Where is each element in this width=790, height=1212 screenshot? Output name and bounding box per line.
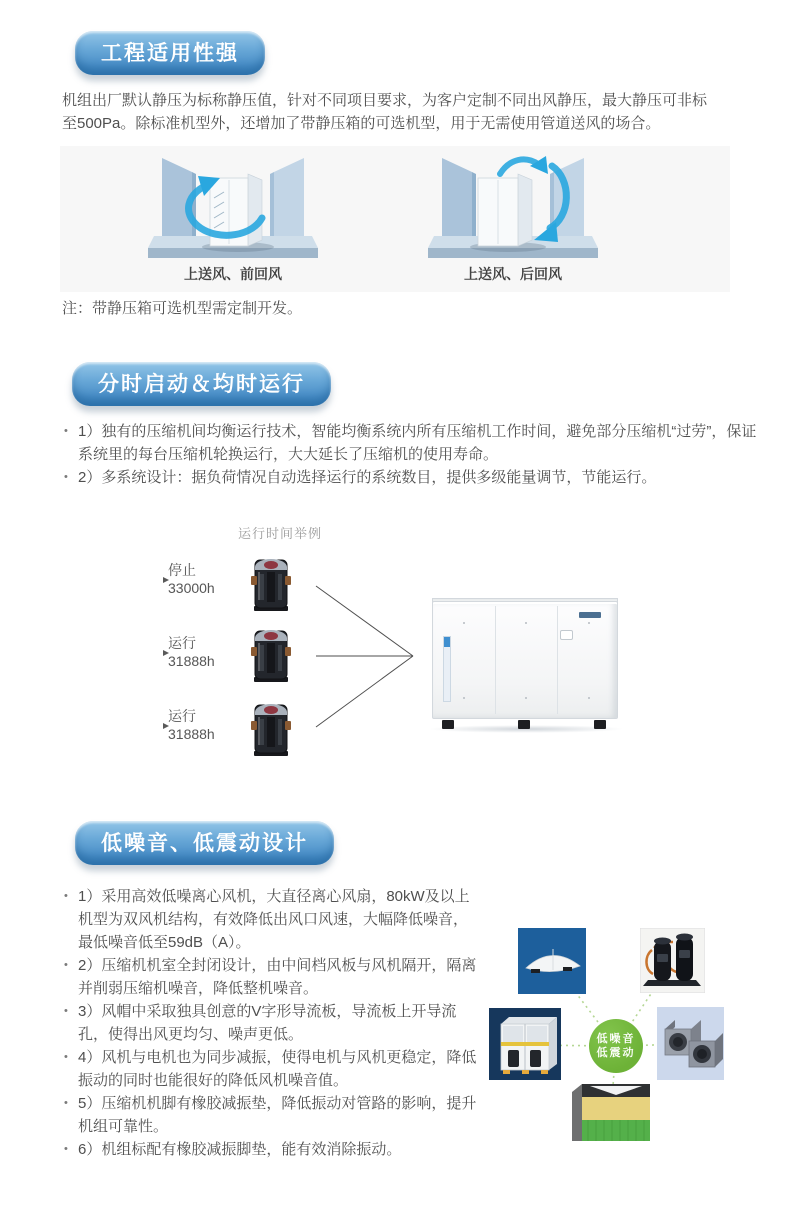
bullet-dot: • bbox=[64, 425, 68, 437]
unit-foot bbox=[594, 720, 606, 729]
compressor-icon bbox=[248, 552, 294, 612]
section-title: 低噪音、低震动设计 bbox=[101, 832, 308, 855]
badge-line: 低震动 bbox=[596, 1047, 636, 1059]
bullet-dot: • bbox=[64, 890, 68, 902]
bullet-text: 3）风帽中采取独具创意的V字形导流板，导流板上开导流孔，使得出风更均匀、噪声更低。 bbox=[78, 1003, 457, 1043]
screw-dot bbox=[525, 697, 527, 699]
run-state: 运行 bbox=[168, 635, 196, 651]
twin-compressor-photo bbox=[640, 928, 705, 998]
bullet-dot: • bbox=[64, 1051, 68, 1063]
list-item bbox=[62, 885, 480, 954]
unit-foot bbox=[442, 720, 454, 729]
unit-foot bbox=[518, 720, 530, 729]
compressor-icon bbox=[248, 697, 294, 757]
section1-note: 注：带静压箱可选机型需定制开发。 bbox=[62, 300, 303, 317]
section-title: 分时启动＆均时运行 bbox=[98, 373, 305, 396]
run-hours: 31888h bbox=[168, 726, 215, 742]
bullet-text: 4）风机与电机也为同步减振，使得电机与风机更稳定，降低振动的同时也能很好的降低风机噪音值。 bbox=[78, 1049, 477, 1089]
compressor-icon bbox=[248, 623, 294, 683]
run-hours: 33000h bbox=[168, 580, 215, 596]
screw-dot bbox=[588, 622, 590, 624]
panel-divider bbox=[495, 606, 496, 714]
section-title: 工程适用性强 bbox=[101, 42, 239, 65]
list-item bbox=[62, 954, 480, 1000]
paragraph-line: 机组出厂默认静压为标称静压值，针对不同项目要求，为客户定制不同出风静压，最大静压可非标 bbox=[62, 92, 708, 109]
diagram-title: 运行时间举例 bbox=[238, 526, 323, 541]
figure-top-supply-front-return bbox=[148, 152, 318, 292]
brand-logo bbox=[579, 612, 601, 618]
run-state: 运行 bbox=[168, 708, 196, 724]
bullet-dot: • bbox=[64, 959, 68, 971]
list-item bbox=[62, 1000, 480, 1046]
runtime-row-label bbox=[168, 706, 240, 742]
run-state: 停止 bbox=[168, 562, 196, 578]
paragraph-line: 至500Pa。除标准机型外，还增加了带静压箱的可选机型，用于无需使用管道送风的场合。 bbox=[62, 115, 661, 132]
bullet-text: 2）压缩机机室全封闭设计，由中间档风板与风机隔开，隔离并削弱压缩机噪音，降低整机噪音。 bbox=[78, 957, 477, 997]
section-badge-low-noise bbox=[75, 821, 334, 865]
screw-dot bbox=[463, 697, 465, 699]
control-panel bbox=[560, 630, 573, 640]
compressor-compartment-photo bbox=[489, 1008, 561, 1085]
figure-caption: 上送风、后回风 bbox=[464, 266, 562, 282]
list-item bbox=[62, 1046, 480, 1092]
bullet-dot: • bbox=[64, 1097, 68, 1109]
list-item bbox=[62, 466, 762, 489]
section2-bullets bbox=[62, 420, 762, 489]
screw-dot bbox=[525, 622, 527, 624]
brand-mark bbox=[444, 637, 450, 647]
panel-divider bbox=[557, 606, 558, 714]
list-item bbox=[62, 420, 762, 466]
screw-dot bbox=[588, 697, 590, 699]
bullet-dot: • bbox=[64, 1143, 68, 1155]
bullet-dot: • bbox=[64, 471, 68, 483]
runtime-row-label bbox=[168, 633, 240, 669]
bullet-text: 5）压缩机机脚有橡胶减振垫，降低振动对管路的影响，提升机组可靠性。 bbox=[78, 1095, 477, 1135]
run-hours: 31888h bbox=[168, 653, 215, 669]
badge-line: 低噪音 bbox=[596, 1033, 636, 1045]
room-airflow-illustration-rear bbox=[428, 152, 598, 264]
cabinet-cutaway-photo bbox=[572, 1084, 650, 1146]
list-item bbox=[62, 1092, 480, 1138]
figure-top-supply-rear-return bbox=[428, 152, 598, 292]
bullet-text: 1）独有的压缩机间均衡运行技术，智能均衡系统内所有压缩机工作时间，避免部分压缩机“过劳”，保证系统里的每台压缩机轮换运行，大大延长了压缩机的使用寿命。 bbox=[78, 423, 757, 463]
room-airflow-illustration-front bbox=[148, 152, 318, 264]
unit-body bbox=[432, 601, 618, 719]
screw-dot bbox=[463, 622, 465, 624]
compartment-illustration bbox=[489, 1008, 561, 1080]
section-badge-timing bbox=[72, 362, 331, 406]
low-noise-low-vibration-badge bbox=[589, 1019, 643, 1073]
deflector-illustration bbox=[518, 928, 586, 994]
bullet-text: 6）机组标配有橡胶减振脚垫，能有效消除振动。 bbox=[78, 1141, 402, 1158]
low-noise-image-cluster bbox=[485, 920, 735, 1152]
bullet-dot: • bbox=[64, 1005, 68, 1017]
spec-sticker bbox=[443, 636, 451, 702]
fans-illustration bbox=[657, 1007, 724, 1080]
section3-bullets bbox=[62, 885, 480, 1161]
section1-paragraph bbox=[62, 89, 752, 135]
twin-compressor-illustration bbox=[640, 928, 705, 993]
figure-caption: 上送风、前回风 bbox=[184, 266, 282, 282]
bullet-text: 2）多系统设计：据负荷情况自动选择运行的系统数目，提供多级能量调节，节能运行。 bbox=[78, 469, 657, 486]
deflector-photo bbox=[518, 928, 586, 999]
unit-cabinet-image bbox=[428, 595, 624, 733]
centrifugal-fans-photo bbox=[657, 1007, 724, 1085]
section-badge-engineering bbox=[75, 31, 265, 75]
bullet-text: 1）采用高效低噪离心风机，大直径离心风扇，80kW及以上机型为双风机结构，有效降低出风口风速，大幅降低噪音，最低噪音低至59dB（A）。 bbox=[78, 888, 470, 951]
airflow-figure-panel bbox=[60, 146, 730, 292]
runtime-balance-diagram bbox=[60, 515, 750, 790]
list-item bbox=[62, 1138, 480, 1161]
cutaway-illustration bbox=[572, 1084, 650, 1141]
runtime-row-label bbox=[168, 560, 240, 596]
